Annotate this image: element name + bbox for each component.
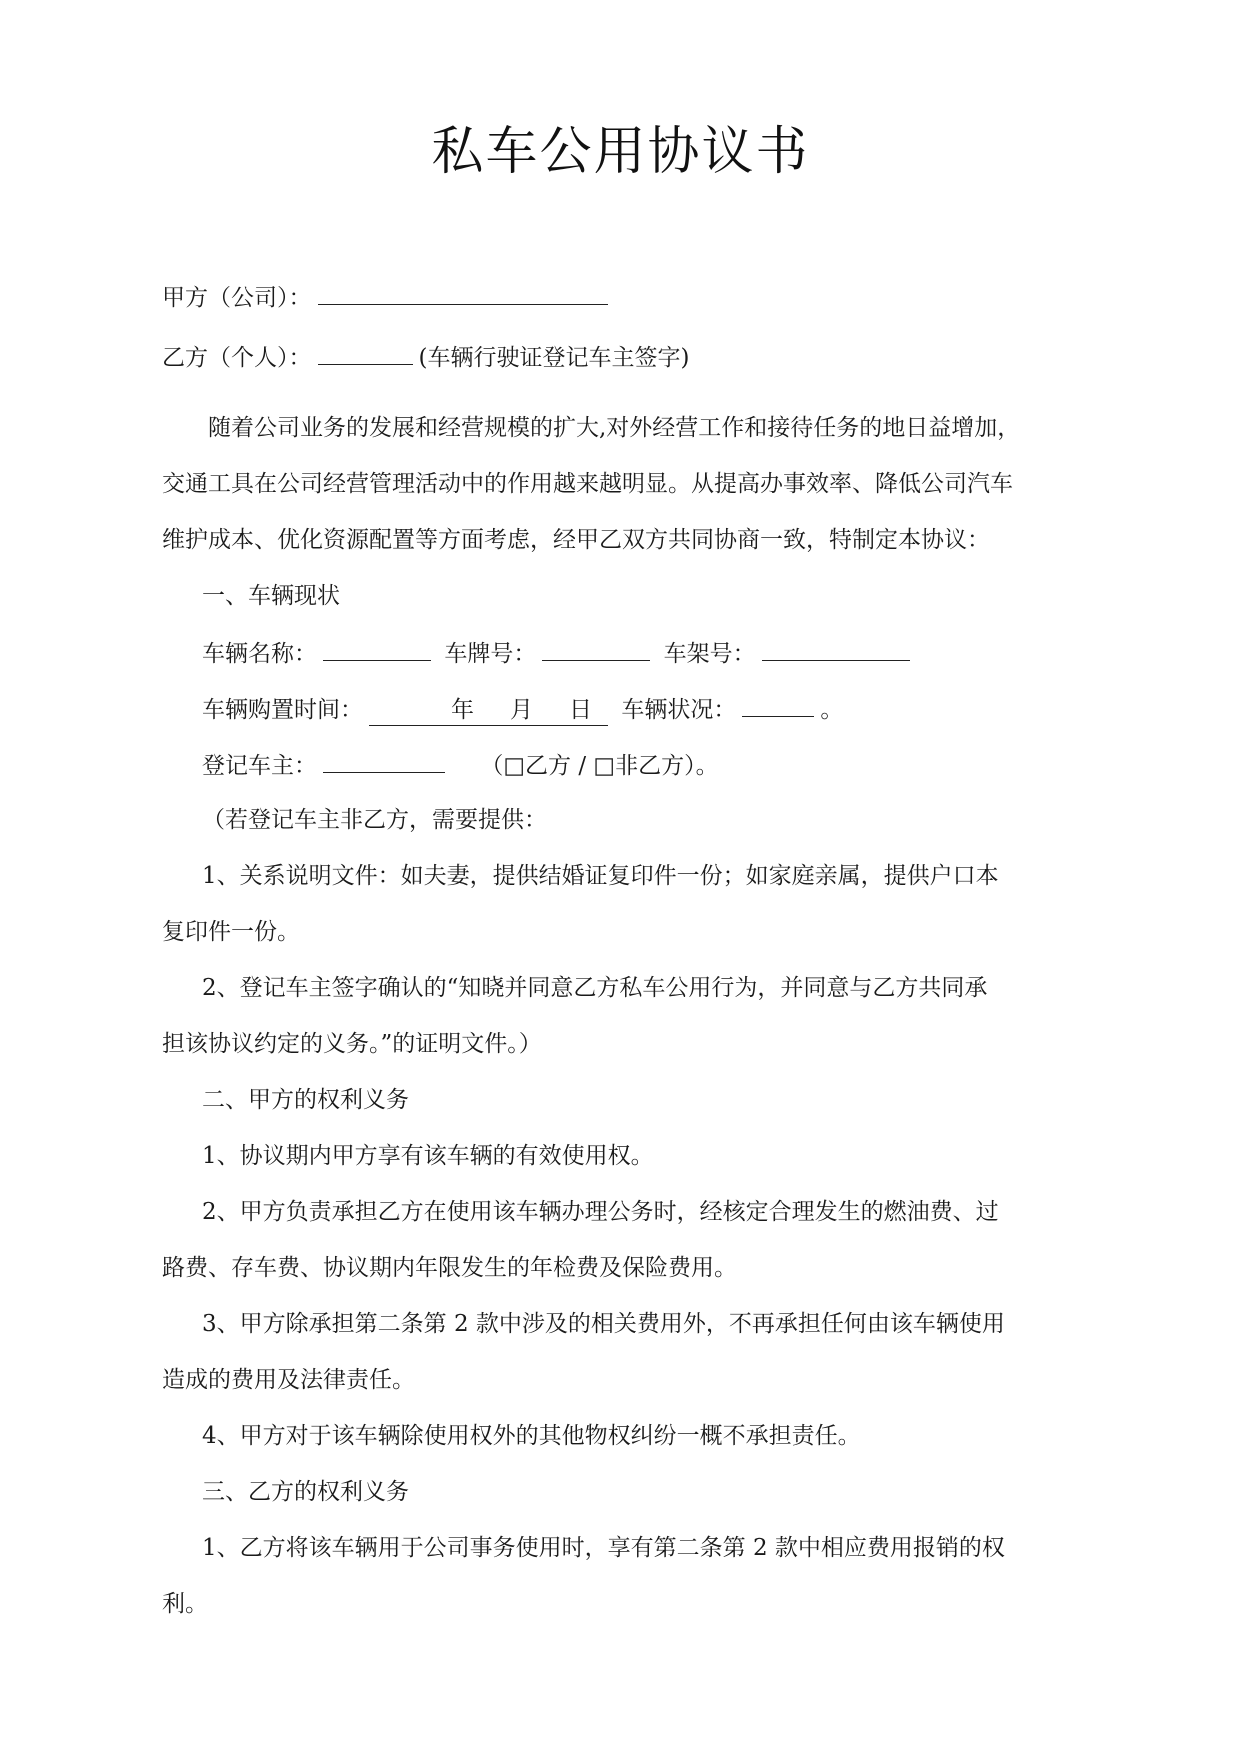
owner-line — [202, 746, 719, 784]
party-b-line — [162, 338, 689, 376]
party-b-note: (车辆行驶证登记车主签字) — [418, 345, 690, 371]
section3-heading: 三、乙方的权利义务 — [202, 1479, 409, 1505]
section2-item1: 1、协议期内甲方享有该车辆的有效使用权。 — [202, 1143, 654, 1169]
owner-note2-b: 担该协议约定的义务。”的证明文件。） — [162, 1031, 542, 1057]
plate-no-label: 车牌号： — [444, 641, 537, 667]
vehicle-info-line — [202, 634, 916, 672]
section2-item2-b: 路费、存车费、协议期内年限发生的年检费及保险费用。 — [162, 1255, 737, 1281]
party-a-label: 甲方（公司）： — [162, 285, 312, 311]
section2-item4: 4、甲方对于该车辆除使用权外的其他物权纠纷一概不承担责任。 — [202, 1423, 861, 1449]
section3-item1-b: 利。 — [162, 1591, 208, 1617]
vehicle-name-label: 车辆名称： — [202, 641, 317, 667]
section1-heading: 一、车辆现状 — [202, 583, 340, 609]
party-a-blank[interactable] — [318, 278, 608, 305]
party-a-line — [162, 278, 614, 316]
day-label: 日 — [569, 697, 592, 723]
condition-label: 车辆状况： — [621, 697, 737, 723]
frame-no-blank[interactable] — [762, 634, 910, 661]
owner-blank[interactable] — [323, 746, 445, 773]
party-b-label: 乙方（个人）： — [162, 345, 312, 371]
plate-no-blank[interactable] — [542, 634, 650, 661]
owner-note2-a: 2、登记车主签字确认的“知晓并同意乙方私车公用行为，并同意与乙方共同承 — [202, 975, 988, 1001]
intro-line-1: 随着公司业务的发展和经营规模的扩大,对外经营工作和接待任务的地日益增加， — [208, 415, 1021, 441]
condition-end: 。 — [820, 697, 844, 723]
purchase-line — [202, 690, 843, 728]
purchase-date-field[interactable] — [369, 695, 608, 726]
section3-item1-a: 1、乙方将该车辆用于公司事务使用时，享有第二条第 2 款中相应费用报销的权 — [202, 1535, 1005, 1561]
year-label: 年 — [451, 697, 474, 723]
purchase-time-label: 车辆购置时间： — [202, 697, 363, 723]
owner-note1-b: 复印件一份。 — [162, 919, 300, 945]
month-label: 月 — [510, 697, 533, 723]
intro-line-3: 维护成本、优化资源配置等方面考虑，经甲乙双方共同协商一致，特制定本协议： — [162, 527, 990, 553]
owner-options[interactable]: （□乙方 / □非乙方）。 — [480, 753, 719, 779]
section2-heading: 二、甲方的权利义务 — [202, 1087, 409, 1113]
section2-item2-a: 2、甲方负责承担乙方在使用该车辆办理公务时，经核定合理发生的燃油费、过 — [202, 1199, 999, 1225]
owner-label: 登记车主： — [202, 753, 317, 779]
section2-item3-b: 造成的费用及法律责任。 — [162, 1367, 415, 1393]
frame-no-label: 车架号： — [663, 641, 756, 667]
section2-item3-a: 3、甲方除承担第二条第 2 款中涉及的相关费用外，不再承担任何由该车辆使用 — [202, 1311, 1005, 1337]
intro-line-2: 交通工具在公司经营管理活动中的作用越来越明显。从提高办事效率、降低公司汽车 — [162, 471, 1013, 497]
owner-note-intro: （若登记车主非乙方，需要提供： — [202, 807, 547, 833]
document-title: 私车公用协议书 — [431, 122, 810, 182]
vehicle-name-blank[interactable] — [323, 634, 431, 661]
party-b-blank[interactable] — [318, 338, 413, 365]
condition-blank[interactable] — [742, 690, 814, 717]
owner-note1-a: 1、关系说明文件：如夫妻，提供结婚证复印件一份；如家庭亲属，提供户口本 — [202, 863, 999, 889]
